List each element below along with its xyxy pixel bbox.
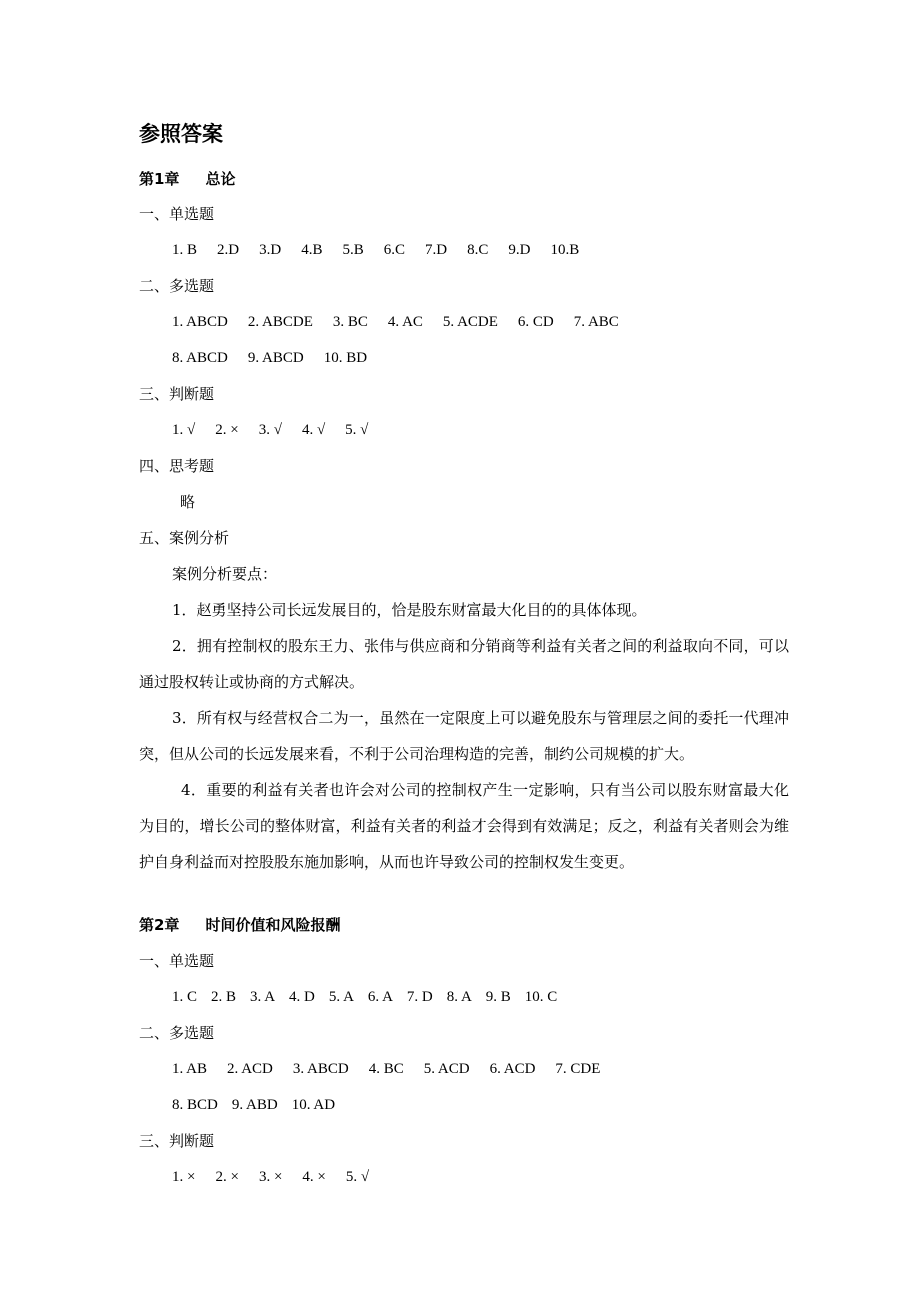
chapter-2-heading (139, 914, 340, 936)
ch1-true-false-heading: 三、判断题 (139, 385, 215, 403)
answer: 1. C (172, 989, 198, 1005)
chapter-number: 第2章 (139, 916, 180, 934)
answer: 9. ABCD (247, 350, 304, 366)
ch1-case-point-4: 4．重要的利益有关者也许会对公司的控制权产生一定影响，只有当公司以股东财富最大化为目的，增长公司的整体财富，利益有关者的利益才会得到有效满足；反之，利益有关者则会为维护自身利益而对控股股东施加影响，从而也许导致公司的控制权发生变更。 (139, 781, 789, 871)
ch2-single-choice-answers (172, 986, 571, 1008)
answer: 6. A (367, 989, 393, 1005)
answer: 5. ACD (423, 1061, 470, 1077)
answer: 7. D (406, 989, 433, 1005)
answer: 8. A (446, 989, 472, 1005)
answer: 2. × (215, 422, 239, 438)
answer: 5. A (328, 989, 354, 1005)
ch1-case-point-2: 2．拥有控制权的股东王力、张伟与供应商和分销商等利益有关者之间的利益取向不同，可以通过股权转让或协商的方式解决。 (139, 637, 789, 691)
answer: 9. ABD (231, 1097, 278, 1113)
answer: 4. BC (368, 1061, 404, 1077)
answer: 4. × (302, 1169, 326, 1185)
answer: 3.D (259, 242, 282, 258)
answer: 3. A (250, 989, 276, 1005)
chapter-name: 时间价值和风险报酬 (205, 916, 341, 934)
page-title: 参照答案 (139, 122, 223, 146)
answer: 10.B (550, 242, 580, 258)
answer: 3. √ (258, 422, 282, 438)
answer: 5. ACDE (442, 314, 498, 330)
ch1-multiple-choice-answers-line2 (172, 347, 387, 369)
answer: 7. ABC (573, 314, 619, 330)
answer: 10. BD (323, 350, 368, 366)
ch1-case-analysis-intro: 案例分析要点： (172, 565, 278, 583)
answer: 1. AB (172, 1061, 208, 1077)
answer: 5. √ (345, 422, 369, 438)
ch1-case-analysis-heading: 五、案例分析 (139, 529, 230, 547)
answer: 5.B (342, 242, 364, 258)
ch1-multiple-choice-answers-line1 (172, 311, 639, 333)
answer: 4. √ (301, 422, 326, 438)
answer: 3. × (258, 1169, 283, 1185)
answer: 2.D (217, 242, 240, 258)
answer: 6. ACD (489, 1061, 536, 1077)
answer: 8.C (467, 242, 489, 258)
answer: 1. ABCD (172, 314, 228, 330)
answer: 2. ACD (227, 1061, 273, 1077)
ch2-multiple-choice-heading: 二、多选题 (139, 1024, 215, 1042)
chapter-number: 第1章 (139, 170, 180, 188)
answer: 4.B (301, 242, 323, 258)
answer: 1. √ (172, 422, 196, 438)
answer: 4. D (289, 989, 315, 1005)
answer: 9.D (508, 242, 531, 258)
answer: 2. × (215, 1169, 239, 1185)
answer: 1. × (172, 1169, 196, 1185)
answer: 10. AD (291, 1097, 336, 1113)
ch2-true-false-answers (172, 1166, 389, 1188)
ch1-single-choice-heading: 一、单选题 (139, 205, 215, 223)
answer: 9. B (485, 989, 511, 1005)
answer: 5. √ (345, 1169, 370, 1185)
ch2-multiple-choice-answers-line2 (172, 1094, 349, 1116)
ch1-case-point-3: 3．所有权与经营权合二为一，虽然在一定限度上可以避免股东与管理层之间的委托一代理冲突，但从公司的长远发展来看，不利于公司治理构造的完善，制约公司规模的扩大。 (139, 709, 789, 763)
ch1-single-choice-answers (172, 239, 599, 261)
ch1-true-false-answers (172, 419, 388, 441)
answer: 7. CDE (555, 1061, 601, 1077)
answer: 2. B (211, 989, 237, 1005)
chapter-1-heading (139, 168, 235, 190)
answer: 10. C (524, 989, 558, 1005)
answer: 3. ABCD (292, 1061, 349, 1077)
answer: 2. ABCDE (247, 314, 313, 330)
answer: 8. ABCD (172, 350, 228, 366)
ch1-thinking-text: 略 (180, 493, 196, 511)
chapter-name: 总论 (205, 170, 236, 188)
answer: 4. AC (387, 314, 423, 330)
ch2-multiple-choice-answers-line1 (172, 1058, 620, 1080)
answer: 7.D (425, 242, 448, 258)
ch1-multiple-choice-heading: 二、多选题 (139, 277, 215, 295)
ch2-true-false-heading: 三、判断题 (139, 1132, 215, 1150)
answer: 1. B (172, 242, 198, 258)
ch1-thinking-heading: 四、思考题 (139, 457, 215, 475)
ch2-single-choice-heading: 一、单选题 (139, 952, 215, 970)
answer: 8. BCD (172, 1097, 218, 1113)
answer: 6.C (383, 242, 405, 258)
answer: 6. CD (517, 314, 554, 330)
ch1-case-point-1: 1．赵勇坚持公司长远发展目的，恰是股东财富最大化目的的具体体现。 (172, 601, 647, 619)
answer: 3. BC (332, 314, 368, 330)
